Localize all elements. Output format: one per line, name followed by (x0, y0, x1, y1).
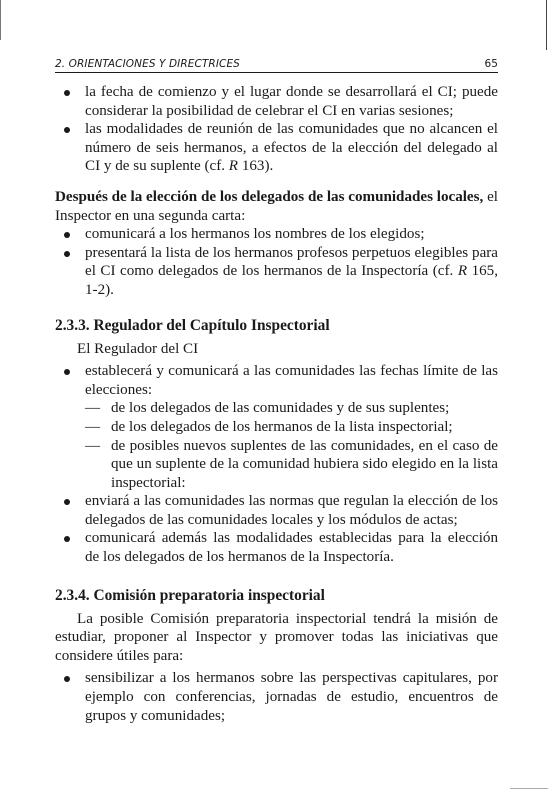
list-item (55, 120, 498, 176)
list-item: enviará a las comunidades las normas que regulan la elección de los delegados de las comunidades locales y los módulos de actas; (55, 492, 498, 529)
ref-letter: R (457, 263, 468, 280)
after-election-bullet-list (55, 225, 498, 299)
paragraph-text: el Inspector en una segunda carta: (55, 188, 498, 224)
list-item: comunicará a los hermanos los nombres de los elegidos; (55, 225, 498, 244)
list-item-text: las modalidades de reunión de las comunidades que no alcancen el número de seis hermanos, a efectos de la elección del delegado al CI y de su suplente (cf. (85, 121, 498, 175)
dash-item: — de los delegados de los hermanos de la lista inspectorial; (85, 418, 498, 437)
list-item-ref: 163). (241, 158, 274, 175)
scan-edge-right (546, 0, 547, 50)
running-header (55, 58, 498, 70)
intro-bullet-list (55, 83, 498, 176)
list-item: sensibilizar a los hermanos sobre las perspectivas capitulares, por ejemplo con conferencias, jornadas de estudio, encuentros de grupos y comunidades; (55, 669, 498, 725)
scan-edge-left (0, 0, 1, 40)
list-item-text: establecerá y comunicará a las comunidades las fechas límite de las elecciones: (85, 363, 498, 398)
list-item-ref: 165, 1-2). (85, 263, 498, 298)
section-heading-2-3-4: 2.3.4. Comisión preparatoria inspectorial (55, 586, 325, 604)
section-paragraph: La posible Comisión preparatoria inspectorial tendrá la misión de estudiar, proponer al Inspector y promover todas las iniciativas que considere útiles para: (55, 610, 498, 664)
list-item: comunicará además las modalidades establecidas para la elección de los delegados de los hermanos de la Inspectoría. (55, 529, 498, 566)
dash-item: — de los delegados de las comunidades y de sus suplentes; (85, 399, 498, 418)
list-item-text: presentará la lista de los hermanos profesos perpetuos elegibles para el CI como delegados de los hermanos de la Inspectoría (cf. (85, 244, 498, 280)
header-rule (55, 72, 498, 73)
section-intro: El Regulador del CI (77, 340, 199, 357)
paragraph-bold-lead: Después de la elección de los delegados de las comunidades locales, (55, 188, 484, 205)
paragraph-after-election (55, 188, 498, 225)
commission-bullet-list (55, 669, 498, 725)
page-body (55, 83, 498, 725)
regulator-bullet-list (55, 362, 498, 567)
running-header-section: 2. ORIENTACIONES Y DIRECTRICES (55, 58, 240, 70)
list-item (55, 362, 498, 492)
section-heading-2-3-3: 2.3.3. Regulador del Capítulo Inspectorial (55, 316, 330, 334)
page-number: 65 (484, 58, 498, 70)
dash-item: — de posibles nuevos suplentes de las comunidades, en el caso de que un suplente de la comunidad hubiera sido elegido en la lista inspectorial: (85, 437, 498, 493)
scan-edge-bottom (510, 788, 548, 789)
dash-list (85, 399, 498, 492)
list-item (55, 244, 498, 300)
list-item: la fecha de comienzo y el lugar donde se desarrollará el CI; puede considerar la posibilidad de celebrar el CI en varias sesiones; (55, 83, 498, 120)
ref-letter: R (228, 158, 239, 175)
